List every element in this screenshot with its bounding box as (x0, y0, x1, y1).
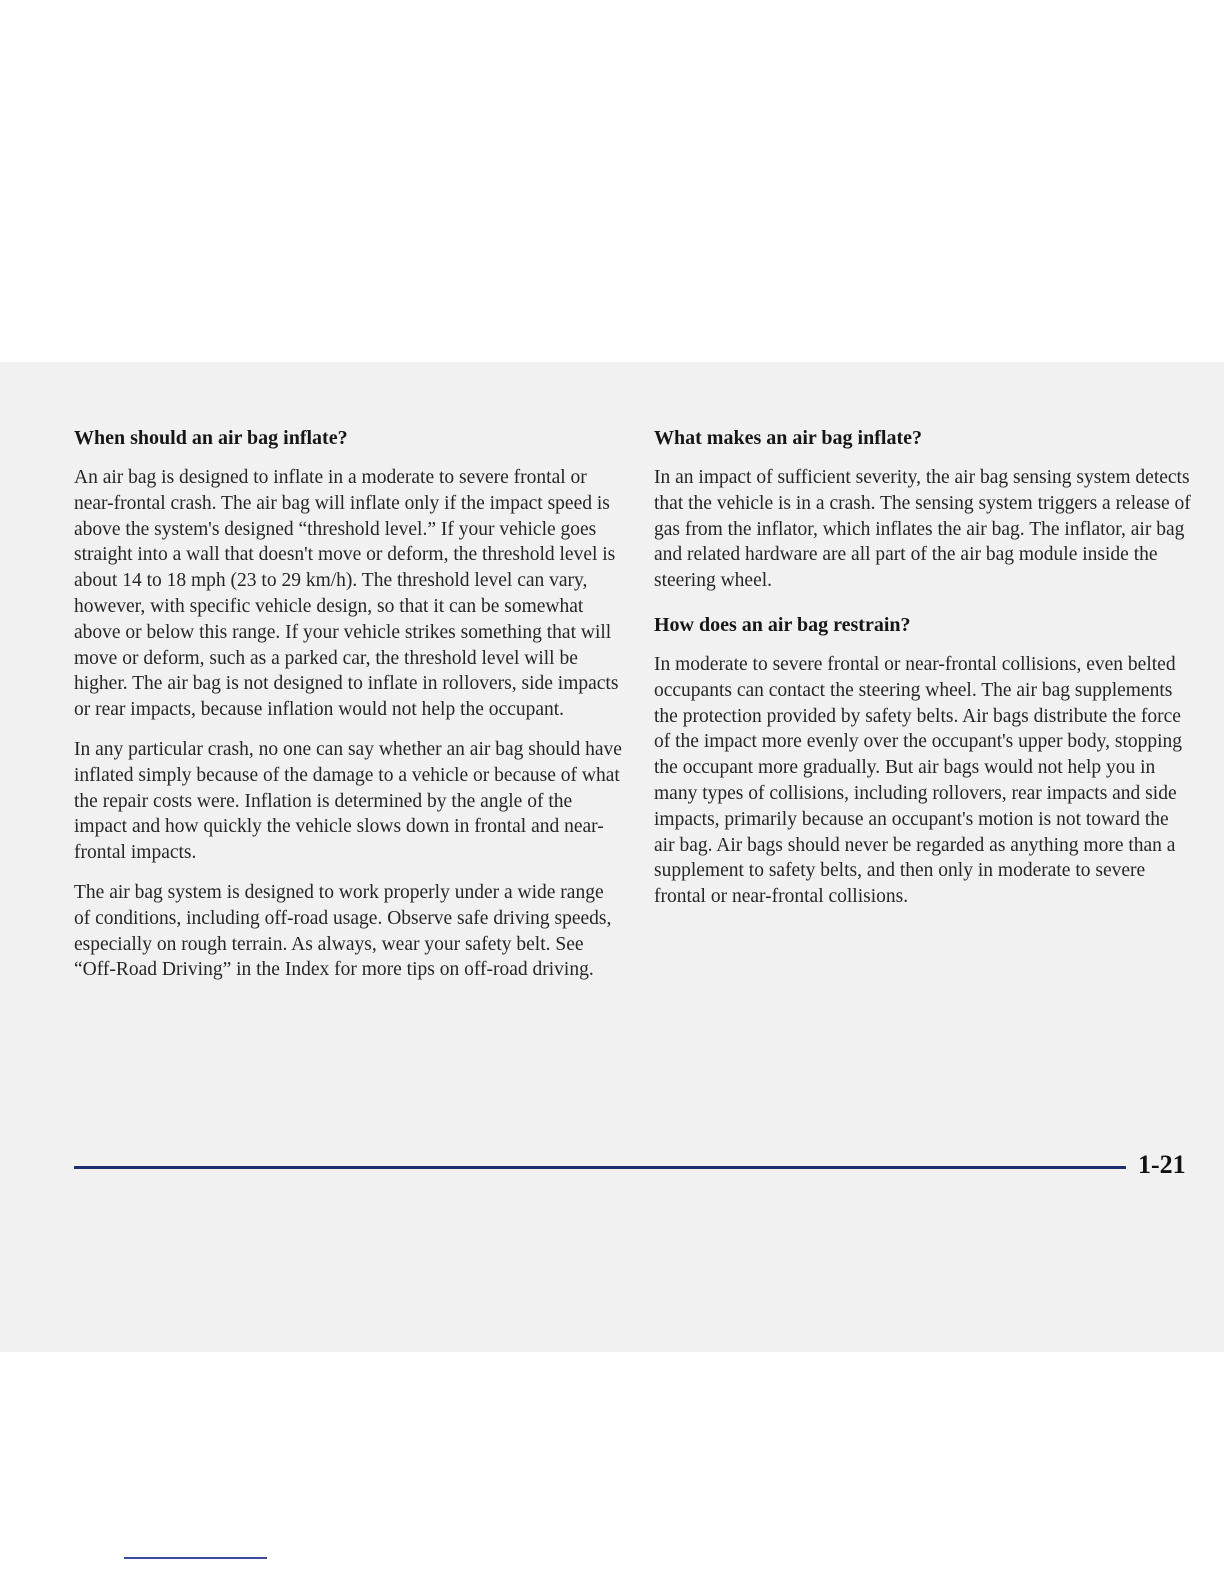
section-heading-what-makes-inflate: What makes an air bag inflate? (654, 427, 922, 449)
footer-divider-line (74, 1166, 1126, 1169)
left-column (74, 425, 622, 997)
paragraph-off-road-usage: The air bag system is designed to work properly under a wide range of conditions, including off-road usage. Observe safe driving speeds, especially on rough terrain. As always, wear your safety belt. See “Off-Road Driving” in the Index for more tips on off-road driving. (74, 881, 612, 981)
paragraph-sensing-system: In an impact of sufficient severity, the air bag sensing system detects that the vehicle is in a crash. The sensing system triggers a release of gas from the inflator, which inflates the air bag. The inflator, air bag and related hardware are all part of the air bag module inside the steering wheel. (654, 467, 1191, 592)
bottom-divider-line (124, 1557, 267, 1559)
right-column (654, 425, 1194, 924)
paragraph-restraint: In moderate to severe frontal or near-frontal collisions, even belted occupants can contact the steering wheel. The air bag supplements the protection provided by safety belts. Air bags distribute the force of the impact more evenly over the occupant's upper body, stopping the occupant more gradually. But air bags would not help you in many types of collisions, including rollovers, rear impacts and side impacts, primarily because an occupant's motion is not toward the air bag. Air bags should never be regarded as anything more than a supplement to safety belts, and then only in moderate to severe frontal or near-frontal collisions. (654, 653, 1183, 908)
paragraph-inflate-threshold: An air bag is designed to inflate in a moderate to severe frontal or near-frontal crash. The air bag will inflate only if the impact speed is above the system's designed “threshold level.” If your vehicle goes straight into a wall that doesn't move or deform, the threshold level is about 14 to 18 mph (23 to 29 km/h). The threshold level can vary, however, with specific vehicle design, so that it can be somewhat above or below this range. If your vehicle strikes something that will move or deform, such as a parked car, the threshold level will be higher. The air bag is not designed to inflate in rollovers, side impacts or rear impacts, because inflation would not help the occupant. (74, 467, 619, 721)
paragraph-inflation-determination: In any particular crash, no one can say whether an air bag should have inflated simply because of the damage to a vehicle or because of what the repair costs were. Inflation is determined by the angle of the impact and how quickly the vehicle slows down in frontal and near-frontal impacts. (74, 738, 622, 864)
section-heading-how-restrain: How does an air bag restrain? (654, 613, 911, 636)
page-number: 1-21 (1138, 1150, 1186, 1179)
section-heading-when-inflate: When should an air bag inflate? (74, 427, 348, 449)
